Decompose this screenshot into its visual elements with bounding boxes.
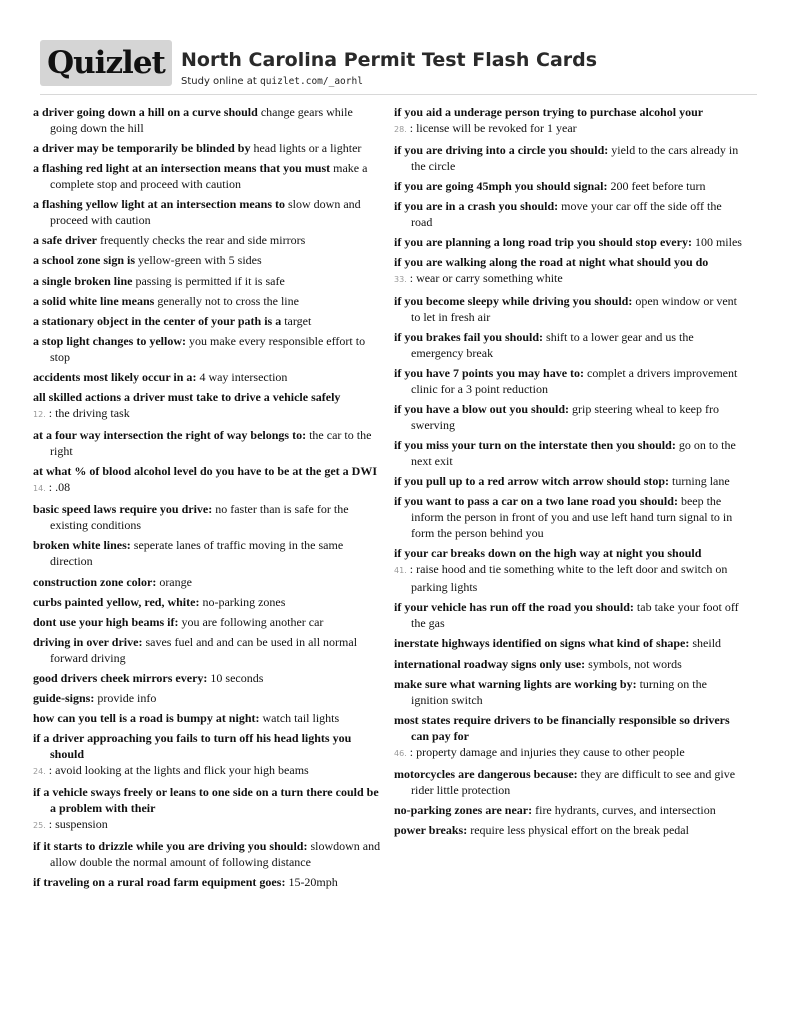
card-term: if you are in a crash you should bbox=[394, 199, 555, 214]
card-term: at a four way intersection the right of way belongs to bbox=[33, 428, 303, 443]
card-answer-line bbox=[394, 744, 744, 762]
flashcard-item bbox=[33, 104, 383, 136]
card-separator: : bbox=[528, 802, 533, 817]
card-definition: : license will be revoked for 1 year bbox=[409, 121, 577, 135]
card-definition: slow down and proceed with caution bbox=[50, 197, 361, 228]
card-term: at what % of blood alcohol level do you have to be at the get a DWI bbox=[33, 464, 377, 479]
flashcard-item bbox=[394, 142, 744, 174]
card-separator: : bbox=[302, 428, 307, 443]
card-term: if you are going 45mph you should signal bbox=[394, 179, 604, 194]
card-definition: target bbox=[284, 313, 312, 328]
card-term: a solid white line means bbox=[33, 293, 155, 308]
card-term: broken white lines bbox=[33, 538, 127, 553]
flashcard-item bbox=[33, 690, 383, 706]
card-definition: head lights or a lighter bbox=[253, 141, 362, 156]
card-term: most states require drivers to be financially responsible so drivers can pay for bbox=[394, 712, 730, 743]
card-answer-line bbox=[394, 561, 744, 595]
card-term: a stationary object in the center of your path is a bbox=[33, 313, 282, 328]
flashcard-item bbox=[394, 473, 744, 489]
flashcard-item bbox=[394, 712, 744, 762]
flashcard-item bbox=[33, 140, 383, 156]
card-definition: beep the inform the person in front of you and use left hand turn signal to in form the person behind you bbox=[411, 494, 733, 541]
card-separator: : bbox=[628, 293, 633, 308]
card-term: if you have a blow out you should bbox=[394, 401, 566, 416]
card-separator: : bbox=[665, 474, 670, 489]
card-definition: the car to the right bbox=[50, 428, 372, 459]
card-separator: : bbox=[463, 822, 468, 837]
card-answer-line bbox=[33, 479, 383, 497]
card-term: if you pull up to a red arrow witch arrow should stop bbox=[394, 474, 666, 489]
card-separator: : bbox=[687, 235, 692, 250]
flashcard-item bbox=[394, 437, 744, 469]
card-definition: orange bbox=[159, 574, 192, 589]
flashcard-item bbox=[33, 501, 383, 533]
card-term: motorcycles are dangerous because bbox=[394, 766, 574, 781]
card-term: a safe driver bbox=[33, 233, 97, 248]
page-header bbox=[40, 40, 757, 95]
card-definition: turning on the ignition switch bbox=[411, 676, 707, 707]
flashcard-item bbox=[33, 574, 383, 590]
card-term: if traveling on a rural road farm equipment goes bbox=[33, 875, 282, 890]
card-definition: grip steering wheal to keep fro swerving bbox=[411, 401, 719, 432]
card-definition: turning lane bbox=[672, 474, 730, 489]
card-term: a driver may be temporarily be blinded by bbox=[33, 141, 251, 156]
card-term: if you are planning a long road trip you should stop every bbox=[394, 235, 688, 250]
card-separator: : bbox=[126, 538, 131, 553]
flashcard-item bbox=[33, 273, 383, 289]
card-answer-line bbox=[394, 120, 744, 138]
card-term: good drivers cheek mirrors every bbox=[33, 670, 204, 685]
card-definition: 200 feet before turn bbox=[610, 179, 706, 194]
card-answer-line bbox=[33, 762, 383, 780]
flashcard-item bbox=[33, 838, 383, 870]
flashcard-item bbox=[33, 614, 383, 630]
card-separator: : bbox=[303, 839, 308, 854]
card-definition: go on to the next exit bbox=[411, 437, 736, 468]
flashcard-item bbox=[33, 874, 383, 890]
study-prefix: Study online at bbox=[181, 76, 257, 87]
study-online-line bbox=[181, 76, 363, 87]
card-term: driving in over drive bbox=[33, 634, 139, 649]
flashcard-item bbox=[33, 196, 383, 228]
card-term: a flashing yellow light at an intersection means to bbox=[33, 197, 285, 212]
card-term: a school zone sign is bbox=[33, 253, 136, 268]
card-separator: : bbox=[203, 670, 208, 685]
flashcard-item bbox=[394, 599, 744, 631]
flashcard-item bbox=[33, 427, 383, 459]
card-definition: 10 seconds bbox=[210, 670, 264, 685]
card-term: if your car breaks down on the high way at night you should bbox=[394, 546, 702, 561]
flashcard-item bbox=[33, 313, 383, 329]
flashcard-column-left bbox=[33, 104, 383, 895]
card-definition: : raise hood and tie something white to the left door and switch on parking lights bbox=[409, 562, 728, 595]
flashcard-item bbox=[33, 160, 383, 192]
card-definition: : property damage and injuries they cause to other people bbox=[409, 744, 685, 759]
card-definition: symbols, not words bbox=[588, 656, 682, 671]
flashcard-item bbox=[33, 333, 383, 365]
card-separator: : bbox=[581, 656, 586, 671]
card-definition: you are following another car bbox=[181, 614, 324, 629]
card-definition: : avoid looking at the lights and flick your high beams bbox=[48, 763, 309, 778]
logo-text: Quizlet bbox=[47, 45, 165, 81]
card-definition: : the driving task bbox=[48, 406, 130, 421]
card-definition: provide info bbox=[97, 690, 157, 705]
card-definition: passing is permitted if it is safe bbox=[135, 273, 285, 288]
card-definition: yellow-green with 5 sides bbox=[138, 253, 262, 268]
flashcard-item bbox=[33, 594, 383, 610]
card-separator: : bbox=[632, 676, 637, 691]
card-definition: : suspension bbox=[48, 817, 108, 832]
card-definition: 15-20mph bbox=[288, 875, 338, 890]
flashcard-item bbox=[394, 656, 744, 672]
card-separator: : bbox=[603, 179, 608, 194]
card-term: a single broken line bbox=[33, 273, 133, 288]
card-term: a driver going down a hill on a curve should bbox=[33, 105, 258, 119]
card-separator: : bbox=[554, 199, 559, 214]
card-term: all skilled actions a driver must take to drive a vehicle safely bbox=[33, 390, 341, 405]
flashcard-item bbox=[394, 234, 744, 250]
card-separator: : bbox=[539, 329, 544, 344]
flashcard-item bbox=[33, 670, 383, 686]
card-definition: generally not to cross the line bbox=[157, 293, 299, 308]
card-definition: saves fuel and and can be used in all normal forward driving bbox=[50, 634, 358, 665]
card-definition: : .08 bbox=[48, 480, 71, 495]
card-term: if a driver approaching you fails to turn off his head lights you should bbox=[33, 731, 352, 762]
card-separator: : bbox=[565, 401, 570, 416]
flashcard-item bbox=[394, 178, 744, 194]
card-term: if you have 7 points you may have to bbox=[394, 365, 581, 380]
card-definition: make a complete stop and proceed with caution bbox=[50, 161, 368, 192]
card-term: if you are walking along the road at night what should you do bbox=[394, 255, 709, 270]
card-separator: : bbox=[208, 502, 213, 517]
card-term: accidents most likely occur in a bbox=[33, 369, 193, 384]
card-term: how can you tell is a road is bumpy at night bbox=[33, 711, 256, 726]
quizlet-logo bbox=[40, 40, 172, 86]
card-definition: : wear or carry something white bbox=[409, 271, 563, 286]
card-term: if it starts to drizzle while you are driving you should bbox=[33, 839, 304, 854]
flashcard-item bbox=[394, 401, 744, 433]
card-number: 24. bbox=[33, 767, 46, 777]
card-definition: move your car off the side off the road bbox=[411, 199, 722, 230]
card-term: no-parking zones are near bbox=[394, 802, 529, 817]
card-term: inerstate highways identified on signs what kind of shape bbox=[394, 636, 686, 651]
flashcard-item bbox=[394, 254, 744, 288]
card-separator: : bbox=[255, 711, 260, 726]
card-definition: fire hydrants, curves, and intersection bbox=[535, 802, 716, 817]
card-term: if you become sleepy while driving you should bbox=[394, 293, 629, 308]
card-separator: : bbox=[90, 690, 95, 705]
flashcard-item bbox=[33, 784, 383, 834]
card-separator: : bbox=[604, 143, 609, 158]
card-definition: yield to the cars already in the circle bbox=[411, 143, 739, 174]
flashcard-item bbox=[394, 329, 744, 361]
card-separator: : bbox=[182, 333, 187, 348]
card-term: power breaks bbox=[394, 822, 464, 837]
flashcard-item bbox=[33, 730, 383, 780]
card-term: if you aid a underage person trying to purchase alcohol your bbox=[394, 105, 704, 119]
card-answer-line bbox=[394, 270, 744, 288]
card-definition: 100 miles bbox=[694, 235, 742, 250]
card-definition: they are difficult to see and give rider little protection bbox=[411, 766, 736, 797]
card-separator: : bbox=[629, 600, 634, 615]
flashcard-item bbox=[394, 293, 744, 325]
flashcard-item bbox=[394, 676, 744, 708]
card-term: make sure what warning lights are working by bbox=[394, 676, 633, 691]
flashcard-item bbox=[33, 463, 383, 497]
card-separator: : bbox=[138, 634, 143, 649]
card-number: 14. bbox=[33, 484, 46, 494]
flashcard-item bbox=[33, 232, 383, 248]
card-term: a stop light changes to yellow bbox=[33, 333, 183, 348]
flashcard-item bbox=[394, 104, 744, 138]
card-term: if your vehicle has run off the road you should bbox=[394, 600, 630, 615]
flashcard-item bbox=[394, 198, 744, 230]
card-definition: complet a drivers improvement clinic for a 3 point reduction bbox=[411, 365, 738, 396]
card-term: if a vehicle sways freely or leans to one side on a turn there could be a problem with their bbox=[33, 785, 379, 816]
flashcard-item bbox=[394, 365, 744, 397]
card-separator: : bbox=[174, 614, 179, 629]
card-definition: slowdown and allow double the normal amount of following distance bbox=[50, 839, 381, 870]
card-term: if you brakes fail you should bbox=[394, 329, 540, 344]
card-definition: you make every responsible effort to stop bbox=[50, 333, 366, 364]
flashcard-item bbox=[394, 802, 744, 818]
card-term: if you are driving into a circle you should bbox=[394, 143, 605, 158]
card-definition: shift to a lower gear and us the emergency break bbox=[411, 329, 694, 360]
card-term: a flashing red light at an intersection means that you must bbox=[33, 161, 331, 176]
card-separator: : bbox=[281, 875, 286, 890]
card-definition: tab take your foot off the gas bbox=[411, 600, 739, 631]
flashcard-item bbox=[33, 537, 383, 569]
card-answer-line bbox=[33, 405, 383, 423]
card-definition: frequently checks the rear and side mirrors bbox=[99, 233, 306, 248]
card-definition: change gears while going down the hill bbox=[50, 105, 353, 135]
flashcard-item bbox=[33, 634, 383, 666]
flashcard-item bbox=[33, 252, 383, 268]
card-separator: : bbox=[671, 437, 676, 452]
card-definition: 4 way intersection bbox=[199, 369, 288, 384]
card-separator: : bbox=[573, 766, 578, 781]
card-separator: : bbox=[192, 369, 197, 384]
card-definition: no-parking zones bbox=[202, 594, 286, 609]
card-term: curbs painted yellow, red, white bbox=[33, 594, 196, 609]
card-term: basic speed laws require you drive bbox=[33, 502, 209, 517]
card-term: guide-signs bbox=[33, 690, 91, 705]
card-definition: seperate lanes of traffic moving in the same direction bbox=[50, 538, 344, 569]
card-definition: watch tail lights bbox=[262, 711, 340, 726]
card-number: 41. bbox=[394, 566, 407, 576]
flashcard-item bbox=[33, 369, 383, 385]
card-term: if you miss your turn on the interstate then you should bbox=[394, 437, 672, 452]
card-definition: sheild bbox=[692, 636, 722, 651]
flashcard-item bbox=[33, 293, 383, 309]
card-separator: : bbox=[673, 494, 678, 509]
flashcard-item bbox=[33, 710, 383, 726]
card-answer-line bbox=[33, 816, 383, 834]
card-term: construction zone color bbox=[33, 574, 153, 589]
flashcard-item bbox=[33, 389, 383, 423]
card-separator: : bbox=[152, 574, 157, 589]
flashcard-item bbox=[394, 545, 744, 595]
card-definition: require less physical effort on the break pedal bbox=[470, 822, 689, 837]
card-number: 46. bbox=[394, 748, 407, 758]
study-url-link[interactable]: quizlet.com/_aorhl bbox=[259, 76, 363, 87]
page-title: North Carolina Permit Test Flash Cards bbox=[181, 49, 598, 71]
card-number: 33. bbox=[394, 275, 407, 285]
card-number: 28. bbox=[394, 125, 407, 134]
flashcard-item bbox=[394, 493, 744, 541]
flashcard-item bbox=[394, 822, 744, 838]
card-number: 25. bbox=[33, 821, 46, 831]
card-term: dont use your high beams if bbox=[33, 614, 175, 629]
card-number: 12. bbox=[33, 410, 46, 420]
flashcard-column-right bbox=[394, 104, 744, 842]
card-separator: : bbox=[685, 636, 690, 651]
card-term: international roadway signs only use bbox=[394, 656, 582, 671]
card-separator: : bbox=[580, 365, 585, 380]
flashcard-item bbox=[394, 766, 744, 798]
card-separator: : bbox=[195, 594, 200, 609]
card-term: if you want to pass a car on a two lane road you should bbox=[394, 494, 674, 509]
card-definition: open window or vent to let in fresh air bbox=[411, 293, 738, 324]
card-definition: no faster than is safe for the existing conditions bbox=[50, 502, 349, 533]
flashcard-item bbox=[394, 635, 744, 651]
